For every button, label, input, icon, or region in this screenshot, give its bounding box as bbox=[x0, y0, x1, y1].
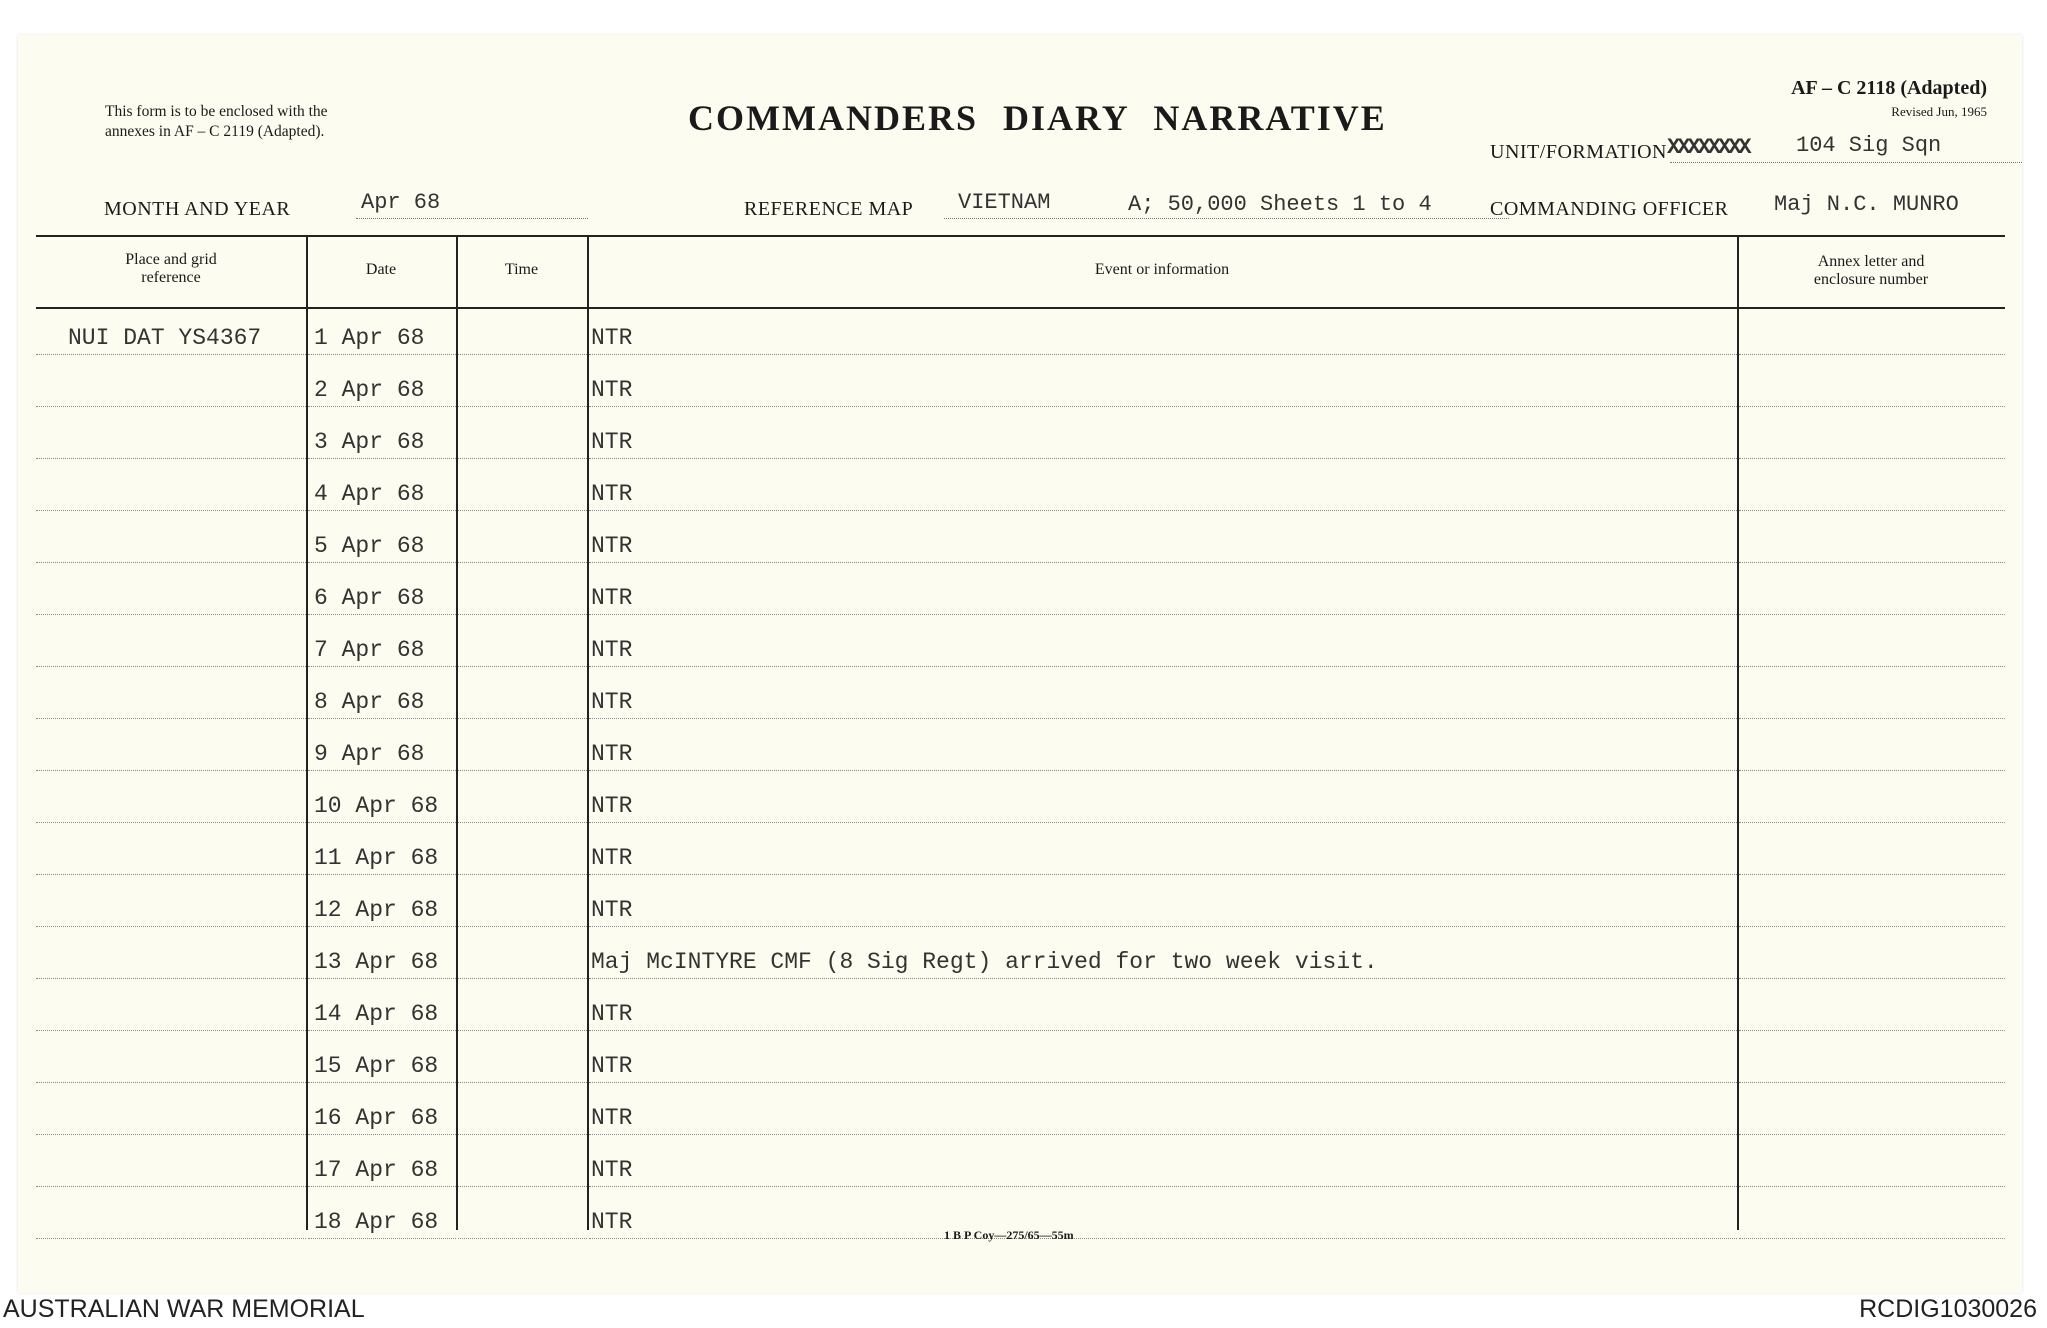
table-row bbox=[18, 979, 2022, 1031]
column-header-annex-line-2: enclosure number bbox=[1813, 271, 1929, 288]
cell-event: NTR bbox=[591, 1157, 633, 1183]
table-row bbox=[18, 1083, 2022, 1135]
column-header-annex-line-1: Annex letter and bbox=[1817, 253, 1925, 270]
table-row bbox=[18, 355, 2022, 407]
cell-date: 13 Apr 68 bbox=[314, 949, 439, 975]
cell-event: NTR bbox=[591, 689, 633, 715]
table-row bbox=[18, 511, 2022, 563]
column-header-annex bbox=[1737, 253, 2005, 289]
cell-event: NTR bbox=[591, 377, 633, 403]
cell-event: Maj McINTYRE CMF (8 Sig Regt) arrived for two week visit. bbox=[591, 949, 1378, 975]
cell-date: 5 Apr 68 bbox=[314, 533, 425, 559]
table-row bbox=[18, 615, 2022, 667]
cell-event: NTR bbox=[591, 741, 633, 767]
table-row bbox=[18, 875, 2022, 927]
table-row bbox=[18, 771, 2022, 823]
dotted-rule bbox=[308, 1238, 456, 1239]
enclosure-note bbox=[105, 102, 445, 142]
cell-event: NTR bbox=[591, 1105, 633, 1131]
cell-date: 3 Apr 68 bbox=[314, 429, 425, 455]
cell-event: NTR bbox=[591, 1001, 633, 1027]
month-year-label: MONTH AND YEAR bbox=[104, 198, 291, 220]
cell-event: NTR bbox=[591, 793, 633, 819]
column-header-event: Event or information bbox=[1094, 261, 1230, 278]
diary-form-page bbox=[18, 35, 2022, 1293]
cell-date: 2 Apr 68 bbox=[314, 377, 425, 403]
cell-date: 14 Apr 68 bbox=[314, 1001, 439, 1027]
column-header-place bbox=[36, 251, 306, 287]
month-year-value: Apr 68 bbox=[361, 190, 441, 215]
form-title: COMMANDERS DIARY NARRATIVE bbox=[688, 98, 1387, 138]
reference-map-label: REFERENCE MAP bbox=[744, 198, 914, 220]
column-header-time: Time bbox=[504, 261, 539, 278]
cell-event: NTR bbox=[591, 533, 633, 559]
column-header-date: Date bbox=[365, 261, 397, 278]
table-row bbox=[18, 459, 2022, 511]
cell-event: NTR bbox=[591, 481, 633, 507]
dotted-rule bbox=[589, 1238, 1737, 1239]
reference-map-sheets: A; 50,000 Sheets 1 to 4 bbox=[1128, 192, 1432, 217]
cell-place: NUI DAT YS4367 bbox=[68, 325, 262, 351]
cell-date: 16 Apr 68 bbox=[314, 1105, 439, 1131]
month-year-dotted-line bbox=[356, 218, 588, 219]
cell-event: NTR bbox=[591, 897, 633, 923]
commanding-officer-value: Maj N.C. MUNRO bbox=[1774, 192, 1959, 217]
record-id: RCDIG1030026 bbox=[1859, 1295, 2037, 1323]
table-row bbox=[18, 1031, 2022, 1083]
table-top-rule bbox=[36, 235, 2005, 237]
table-row bbox=[18, 927, 2022, 979]
cell-event: NTR bbox=[591, 637, 633, 663]
cell-event: NTR bbox=[591, 585, 633, 611]
unit-value: 104 Sig Sqn bbox=[1796, 133, 1942, 158]
cell-date: 1 Apr 68 bbox=[314, 325, 425, 351]
unit-dotted-line bbox=[1670, 162, 2022, 163]
table-row bbox=[18, 667, 2022, 719]
cell-date: 7 Apr 68 bbox=[314, 637, 425, 663]
cell-date: 12 Apr 68 bbox=[314, 897, 439, 923]
dotted-rule bbox=[458, 1238, 587, 1239]
enclosure-note-line-1: This form is to be enclosed with the bbox=[105, 103, 328, 120]
cell-event: NTR bbox=[591, 325, 633, 351]
revision-date: Revised Jun, 1965 bbox=[1891, 104, 1987, 119]
table-row bbox=[18, 823, 2022, 875]
cell-event: NTR bbox=[591, 1053, 633, 1079]
column-header-place-line-2: reference bbox=[141, 269, 201, 286]
table-row bbox=[18, 563, 2022, 615]
cell-date: 15 Apr 68 bbox=[314, 1053, 439, 1079]
unit-struck-text: XXXXXXXX bbox=[1667, 135, 1749, 160]
cell-date: 4 Apr 68 bbox=[314, 481, 425, 507]
cell-event: NTR bbox=[591, 429, 633, 455]
form-code: AF – C 2118 (Adapted) bbox=[1791, 77, 1987, 99]
reference-map-dotted-line bbox=[944, 218, 1509, 219]
cell-date: 6 Apr 68 bbox=[314, 585, 425, 611]
commanding-officer-label: COMMANDING OFFICER bbox=[1490, 198, 1729, 220]
cell-date: 10 Apr 68 bbox=[314, 793, 439, 819]
dotted-rule bbox=[1739, 1238, 2005, 1239]
cell-date: 8 Apr 68 bbox=[314, 689, 425, 715]
cell-date: 11 Apr 68 bbox=[314, 845, 439, 871]
table-row bbox=[18, 719, 2022, 771]
table-row bbox=[18, 303, 2022, 355]
dotted-rule bbox=[36, 1238, 306, 1239]
enclosure-note-line-2: annexes in AF – C 2119 (Adapted). bbox=[105, 123, 325, 140]
unit-label: UNIT/FORMATION bbox=[1490, 141, 1667, 163]
reference-map-value: VIETNAM bbox=[958, 190, 1051, 215]
cell-event: NTR bbox=[591, 1209, 633, 1235]
source-caption: AUSTRALIAN WAR MEMORIAL bbox=[3, 1295, 365, 1323]
cell-date: 18 Apr 68 bbox=[314, 1209, 439, 1235]
column-header-place-line-1: Place and grid bbox=[125, 251, 217, 268]
printer-code: 1 B P Coy—275/65—55m bbox=[944, 1228, 1074, 1242]
cell-event: NTR bbox=[591, 845, 633, 871]
cell-date: 17 Apr 68 bbox=[314, 1157, 439, 1183]
table-row bbox=[18, 407, 2022, 459]
table-row bbox=[18, 1135, 2022, 1187]
cell-date: 9 Apr 68 bbox=[314, 741, 425, 767]
